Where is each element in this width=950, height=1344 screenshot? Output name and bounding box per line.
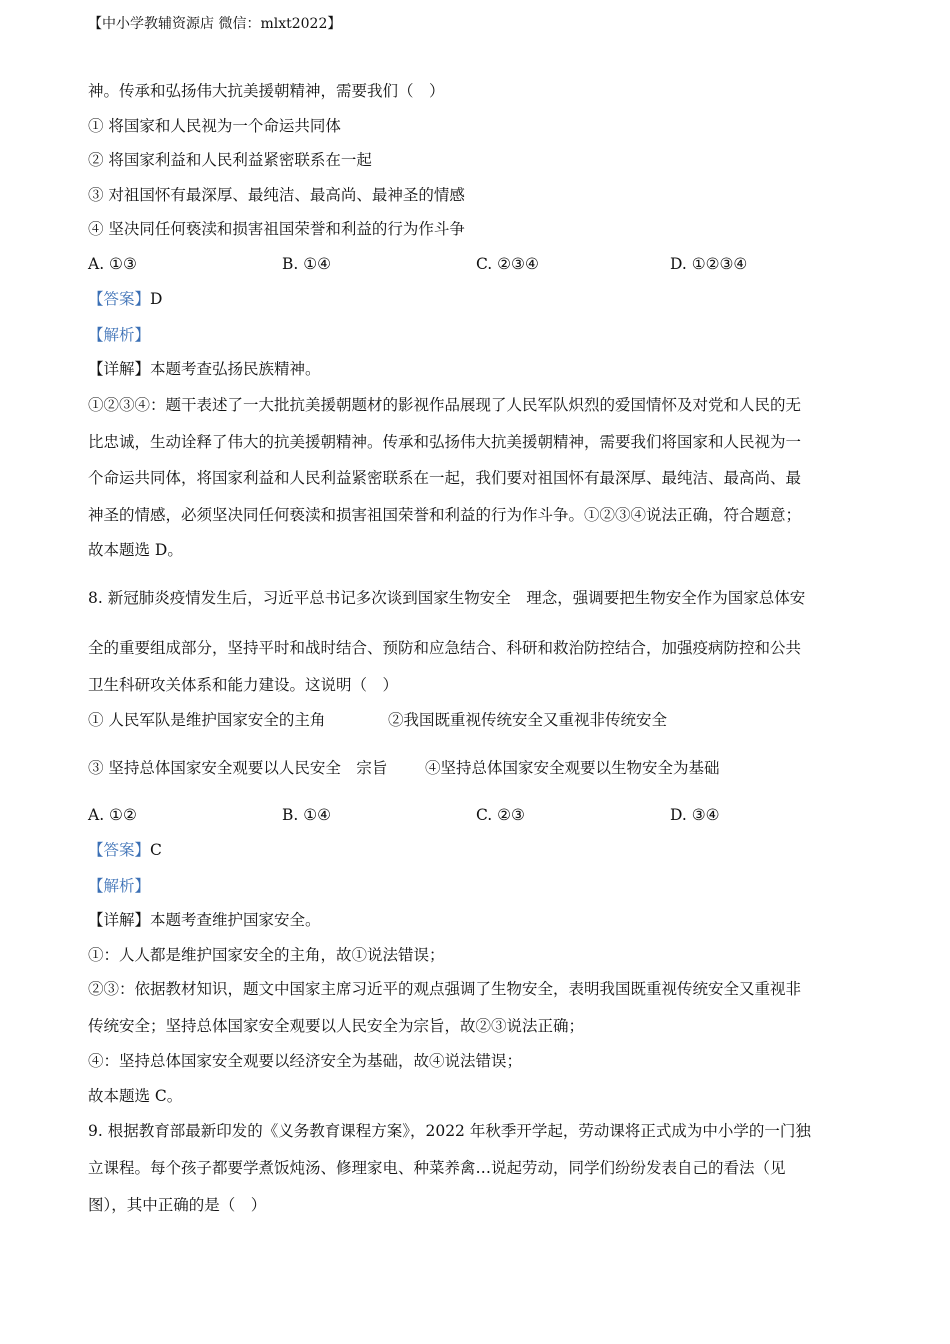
q7-detail-line — [88, 358, 321, 380]
q8-explanation-5: 故本题选 C。 — [88, 1087, 183, 1105]
q7-explanation-3: 个命运共同体，将国家利益和人民利益紧密联系在一起，我们要对祖国怀有最深厚、最纯洁、最高尚、最 — [88, 469, 802, 487]
detail-label: 【详解】 — [88, 911, 151, 929]
q9-stem-3: 图），其中正确的是（ ） — [88, 1196, 267, 1214]
q8-stem-2: 全的重要组成部分，坚持平时和战时结合、预防和应急结合、科研和救治防控结合，加强疫病防控和公共 — [88, 639, 802, 657]
q8-option-d: D. ③④ — [670, 806, 720, 824]
q7-explanation-2: 比忠诚，生动诠释了伟大的抗美援朝精神。传承和弘扬伟大抗美援朝精神，需要我们将国家和人民视为一 — [88, 433, 802, 451]
detail-intro: 本题考查弘扬民族精神。 — [150, 360, 321, 378]
q7-stem-tail: 神。传承和弘扬伟大抗美援朝精神，需要我们（ ） — [88, 82, 445, 100]
detail-intro: 本题考查维护国家安全。 — [150, 911, 321, 929]
q8-explanation-3: 传统安全；坚持总体国家安全观要以人民安全为宗旨，故②③说法正确； — [88, 1017, 585, 1035]
q7-option-d: D. ①②③④ — [670, 255, 748, 273]
q8-item-4: ④坚持总体国家安全观要以生物安全为基础 — [425, 759, 720, 777]
q8-item-2: ②我国既重视传统安全又重视非传统安全 — [388, 711, 668, 729]
answer-value: C — [150, 841, 162, 859]
q8-explanation-4: ④：坚持总体国家安全观要以经济安全为基础，故④说法错误； — [88, 1052, 523, 1070]
q9-stem-2: 立课程。每个孩子都要学煮饭炖汤、修理家电、种菜养禽…说起劳动，同学们纷纷发表自己的看法（见 — [88, 1159, 786, 1177]
q7-explanation-5: 故本题选 D。 — [88, 541, 183, 559]
q8-option-c: C. ②③ — [476, 806, 525, 824]
q7-item-2: ② 将国家利益和人民利益紧密联系在一起 — [88, 151, 372, 169]
q8-analysis-label: 【解析】 — [88, 877, 151, 895]
q7-explanation-1: ①②③④：题干表述了一大批抗美援朝题材的影视作品展现了人民军队炽烈的爱国情怀及对党和人民的无 — [88, 396, 802, 414]
answer-value: D — [150, 290, 163, 308]
q8-stem-3: 卫生科研攻关体系和能力建设。这说明（ ） — [88, 676, 399, 694]
q8-stem-1: 8. 新冠肺炎疫情发生后，习近平总书记多次谈到国家生物安全 理念，强调要把生物安全作为国家总体安 — [88, 589, 806, 607]
q8-item-1: ① 人民军队是维护国家安全的主角 — [88, 711, 326, 729]
q8-item-3: ③ 坚持总体国家安全观要以人民安全 宗旨 — [88, 759, 388, 777]
q7-item-4: ④ 坚决同任何亵渎和损害祖国荣誉和利益的行为作斗争 — [88, 220, 465, 238]
q8-explanation-2: ②③：依据教材知识，题文中国家主席习近平的观点强调了生物安全，表明我国既重视传统安全又重视非 — [88, 980, 802, 998]
page-header: 【中小学教辅资源店 微信：mlxt2022】 — [88, 16, 342, 32]
q8-option-b: B. ①④ — [282, 806, 332, 824]
q7-option-a: A. ①③ — [88, 255, 137, 273]
answer-label: 【答案】 — [88, 841, 151, 859]
q7-item-3: ③ 对祖国怀有最深厚、最纯洁、最高尚、最神圣的情感 — [88, 186, 465, 204]
q7-analysis-label: 【解析】 — [88, 326, 151, 344]
q8-answer-line — [88, 839, 162, 861]
q8-detail-line — [88, 909, 321, 931]
q9-stem-1: 9. 根据教育部最新印发的《义务教育课程方案》，2022 年秋季开学起，劳动课将正式成为中小学的一门独 — [88, 1122, 811, 1140]
q7-option-c: C. ②③④ — [476, 255, 539, 273]
q7-answer-line — [88, 288, 162, 310]
q7-explanation-4: 神圣的情感，必须坚决同任何亵渎和损害祖国荣誉和利益的行为作斗争。①②③④说法正确，符合题意； — [88, 506, 802, 524]
q8-explanation-1: ①：人人都是维护国家安全的主角，故①说法错误； — [88, 946, 445, 964]
detail-label: 【详解】 — [88, 360, 151, 378]
q7-option-b: B. ①④ — [282, 255, 332, 273]
q8-option-a: A. ①② — [88, 806, 137, 824]
q7-item-1: ① 将国家和人民视为一个命运共同体 — [88, 117, 341, 135]
answer-label: 【答案】 — [88, 290, 151, 308]
